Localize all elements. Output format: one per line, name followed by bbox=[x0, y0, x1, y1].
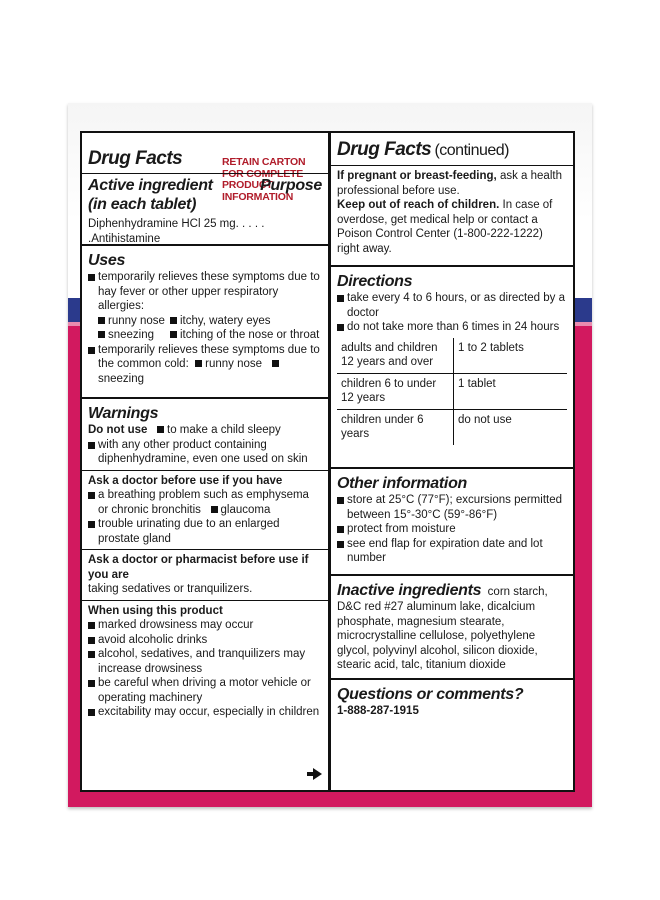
ask-pharmacist-text: taking sedatives or tranquilizers. bbox=[88, 583, 253, 595]
bullet-icon bbox=[170, 317, 177, 324]
ask-doctor-item bbox=[88, 488, 322, 517]
bullet-icon bbox=[157, 426, 164, 433]
uses-subitem: runny nose bbox=[205, 358, 263, 370]
bullet-icon bbox=[195, 360, 202, 367]
table-row bbox=[337, 338, 567, 374]
table-row bbox=[337, 373, 567, 409]
divider bbox=[82, 549, 328, 550]
bullet-icon bbox=[272, 360, 279, 367]
directions-item: do not take more than 6 times in 24 hours bbox=[337, 320, 567, 335]
active-ingredient-sub: (in each tablet) bbox=[88, 196, 197, 213]
uses-subitem: runny nose bbox=[108, 314, 165, 327]
ask-doctor-text: glaucoma bbox=[220, 503, 271, 516]
uses-item-1: temporarily relieves these symptoms due to hay fever or other upper respiratory allergies: bbox=[88, 270, 322, 314]
when-using-item: alcohol, sedatives, and tranquilizers may increase drowsiness bbox=[88, 647, 322, 676]
uses-item-2 bbox=[88, 343, 322, 387]
pregnant-text: ask a health professional before use. bbox=[337, 170, 562, 197]
uses-section bbox=[82, 248, 328, 399]
directions-section bbox=[331, 269, 573, 469]
retain-line-2: FOR COMPLETE bbox=[222, 167, 304, 180]
retain-line-1: RETAIN CARTON bbox=[222, 156, 306, 168]
dose-amount: 1 tablet bbox=[454, 373, 568, 409]
pregnant-bold: If pregnant or breast-feeding, bbox=[337, 170, 497, 182]
uses-2-text: temporarily relieves these symptoms due to the common cold: bbox=[98, 343, 320, 370]
divider bbox=[82, 600, 328, 601]
inactive-ingredients-heading: Inactive ingredients bbox=[337, 582, 482, 599]
do-not-use-label: Do not use bbox=[88, 424, 148, 436]
questions-heading: Questions or comments? bbox=[337, 686, 524, 703]
ingredient-line: Diphenhydramine HCl 25 mg. . . . . .Antihistamine bbox=[88, 218, 265, 245]
other-item: see end flap for expiration date and lot number bbox=[337, 537, 567, 566]
when-using-item: excitability may occur, especially in children bbox=[88, 705, 322, 720]
inactive-ingredients-text bbox=[337, 581, 567, 673]
bullet-icon bbox=[170, 331, 177, 338]
phone-number[interactable]: 1-888-287-1915 bbox=[337, 705, 419, 717]
when-using-item: be careful when driving a motor vehicle or operating machinery bbox=[88, 676, 322, 705]
other-information-section bbox=[331, 471, 573, 576]
when-using-heading: When using this product bbox=[88, 604, 223, 617]
table-row bbox=[337, 409, 567, 445]
dose-amount: 1 to 2 tablets bbox=[458, 341, 524, 354]
questions-section bbox=[331, 682, 573, 788]
ask-doctor-item: trouble urinating due to an enlarged prostate gland bbox=[88, 517, 322, 546]
uses-subitem: itchy, watery eyes bbox=[180, 314, 271, 327]
uses-subitem: sneezing bbox=[98, 372, 145, 385]
ask-pharmacist-heading: Ask a doctor or pharmacist before use if you are bbox=[88, 554, 309, 581]
uses-subitem: sneezing bbox=[108, 329, 155, 341]
do-not-use-item: to make a child sleepy bbox=[167, 424, 281, 436]
active-ingredient-heading: Active ingredient bbox=[88, 177, 213, 194]
divider bbox=[82, 470, 328, 471]
inactive-ingredients-section bbox=[331, 578, 573, 680]
inactive-ingredients-list: corn starch, D&C red #27 aluminum lake, dicalcium phosphate, magnesium stearate, microcrystalline cellulose, polyethylene glycol, polyvinyl alcohol, silicon dioxide, stearic acid, talc, titanium dioxide bbox=[337, 586, 548, 671]
purpose-heading: Purpose bbox=[260, 177, 322, 194]
bullet-icon bbox=[98, 317, 105, 324]
drug-facts-left-panel bbox=[80, 131, 330, 792]
keep-text: In case of overdose, get medical help or contact a Poison Control Center (1-800-222-1222) right away. bbox=[337, 199, 553, 255]
uses-1-subitems bbox=[88, 314, 322, 343]
do-not-use-item: with any other product containing diphenhydramine, even one used on skin bbox=[88, 438, 322, 467]
continued-title-text: Drug Facts bbox=[337, 139, 432, 160]
drug-facts-right-panel bbox=[329, 131, 575, 792]
pregnant-warning bbox=[337, 169, 567, 198]
dosage-table bbox=[337, 338, 567, 445]
continue-arrow-icon bbox=[313, 768, 322, 780]
uses-subitem: itching of the nose or throat bbox=[180, 329, 320, 341]
retain-line-3: PRODUCT INFORMATION bbox=[222, 179, 294, 203]
directions-item: take every 4 to 6 hours, or as directed by a doctor bbox=[337, 291, 567, 320]
keep-bold: Keep out of reach of children. bbox=[337, 199, 500, 211]
when-using-item: avoid alcoholic drinks bbox=[88, 633, 322, 648]
dose-age: children 6 to under 12 years bbox=[337, 373, 454, 409]
ask-doctor-text: a breathing problem such as emphysema or chronic bronchitis bbox=[98, 489, 309, 516]
dose-age: children under 6 years bbox=[337, 409, 454, 445]
continued-header-section bbox=[331, 133, 573, 267]
uses-heading: Uses bbox=[88, 252, 126, 269]
header-section bbox=[82, 133, 328, 246]
warnings-heading: Warnings bbox=[88, 405, 159, 422]
ask-doctor-heading: Ask a doctor before use if you have bbox=[88, 474, 283, 487]
drug-facts-title: Drug Facts bbox=[88, 148, 183, 169]
keep-away-warning bbox=[337, 198, 567, 256]
warnings-section bbox=[82, 401, 328, 786]
bullet-icon bbox=[211, 506, 218, 513]
directions-heading: Directions bbox=[337, 273, 413, 290]
dose-age: adults and children 12 years and over bbox=[337, 338, 454, 374]
other-item: protect from moisture bbox=[337, 522, 567, 537]
bullet-icon bbox=[98, 331, 105, 338]
do-not-use-row bbox=[88, 423, 322, 438]
continued-label: (continued) bbox=[434, 142, 509, 159]
other-information-heading: Other information bbox=[337, 475, 468, 492]
other-item: store at 25°C (77°F); excursions permitted between 15°-30°C (59°-86°F) bbox=[337, 493, 567, 522]
when-using-item: marked drowsiness may occur bbox=[88, 618, 322, 633]
drug-facts-continued-title bbox=[337, 139, 567, 162]
dose-amount: do not use bbox=[454, 409, 568, 445]
